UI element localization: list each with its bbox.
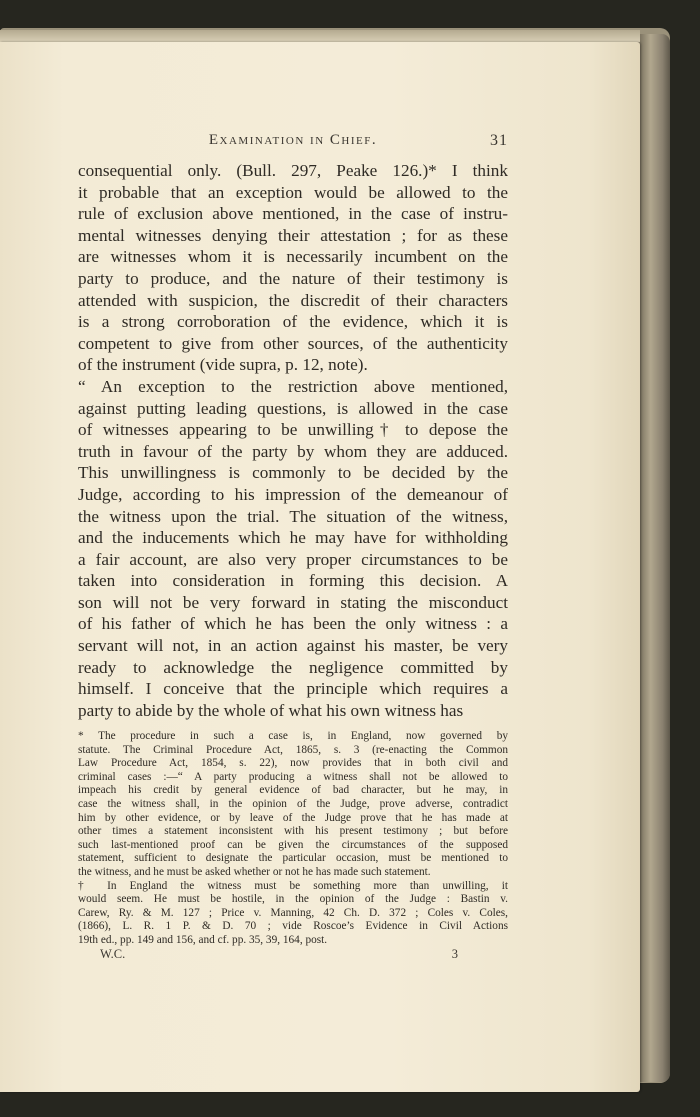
footnote-line: 19th ed., pp. 149 and 156, and cf. pp. 35, 39, 164, post. [78,933,328,946]
footnote-line: case the witness shall, in the opinion of the Judge, prove adverse, contradict [78,797,508,810]
page-top-edge [0,30,640,42]
page-number: 31 [490,132,508,149]
footnote-line: him by other evidence, or by leave of the Judge prove that he has made at [78,811,508,824]
text-line: rule of exclusion above mentioned, in the case of instru- [78,204,508,224]
footnote-line: * The procedure in such a case is, in England, now governed by [78,730,508,742]
footnotes [78,730,508,948]
text-line: party to abide by the whole of what his own witness has [78,700,464,720]
text-line: of his father of which he has been the only witness : a [78,614,508,634]
text-line: and the inducements which he may have for withholding [78,528,508,548]
text-line: party to produce, and the nature of their testimony is [78,268,508,288]
text-line: truth in favour of the party by whom they are adduced. [78,441,508,461]
running-header [78,132,508,152]
footnote-line: Carew, Ry. & M. 127 ; Price v. Manning, 42 Ch. D. 372 ; Coles v. Coles, [78,906,508,919]
running-title: Examination in Chief. [208,132,378,148]
footnote-line: statement, sufficient to designate the particular occasion, must be mentioned to [78,852,508,865]
footnote-line: Law Procedure Act, 1854, s. 22), now provides that in both civil and [78,757,508,770]
text-line: mental witnesses denying their attestation ; for as these [78,225,508,245]
text-line: son will not be very forward in stating the misconduct [78,592,508,612]
footnote-line: † In England the witness must be something more than unwilling, it [78,879,508,892]
text-line: a fair account, are also very proper circumstances to be [78,549,508,569]
text-line: taken into consideration in forming this decision. A [78,571,508,591]
text-line: of witnesses appearing to be unwilling† to depose the [78,420,508,440]
footnote-line: the witness, and he must be asked whether or not he has made such statement. [78,865,431,878]
footnote-line: such last-mentioned proof can be given the circumstances of the supposed [78,838,508,851]
text-line: attended with suspicion, the discredit of their characters [78,290,508,310]
text-line: “ An exception to the restriction above mentioned, [78,376,508,396]
main-text [78,160,508,721]
text-line: of the instrument (vide supra, p. 12, note). [78,355,368,375]
text-line: competent to give from other sources, of the authenticity [78,333,508,353]
footnote-line: other times a statement inconsistent with his present testimony ; but before [78,825,508,838]
signature-number: 3 [451,947,458,961]
text-line: is a strong corroboration of the evidence, which it is [78,312,508,332]
signature-mark: W.C. [100,947,126,961]
text-line: himself. I conceive that the principle which requires a [78,679,508,699]
text-line: servant will not, in an action against his master, be very [78,636,508,656]
text-line: the witness upon the trial. The situation of the witness, [78,506,508,526]
signature-line [100,947,470,965]
text-line: against putting leading questions, is allowed in the case [78,398,508,418]
text-line: Judge, according to his impression of the demeanour of [78,484,508,504]
text-line: it probable that an exception would be allowed to the [78,182,508,202]
text-line: consequential only. (Bull. 297, Peake 126.)* I think [78,161,508,180]
footnote-line: statute. The Criminal Procedure Act, 1865, s. 3 (re-enacting the Common [78,743,508,756]
text-line: This unwillingness is commonly to be decided by the [78,463,508,483]
book-fore-edge [640,34,670,1082]
footnote-line: criminal cases :—“ A party producing a witness shall not be allowed to [78,770,508,783]
text-line: ready to acknowledge the negligence committed by [78,657,508,677]
footnote-line: (1866), L. R. 1 P. & D. 70 ; vide Roscoe’s Evidence in Civil Actions [78,920,508,933]
footnote-line: would seem. He must be hostile, in the opinion of the Judge : Bastin v. [78,893,508,906]
footnote-line: impeach his credit by general evidence of bad character, but he may, in [78,784,508,797]
text-line: are witnesses whom it is necessarily incumbent on the [78,247,508,267]
